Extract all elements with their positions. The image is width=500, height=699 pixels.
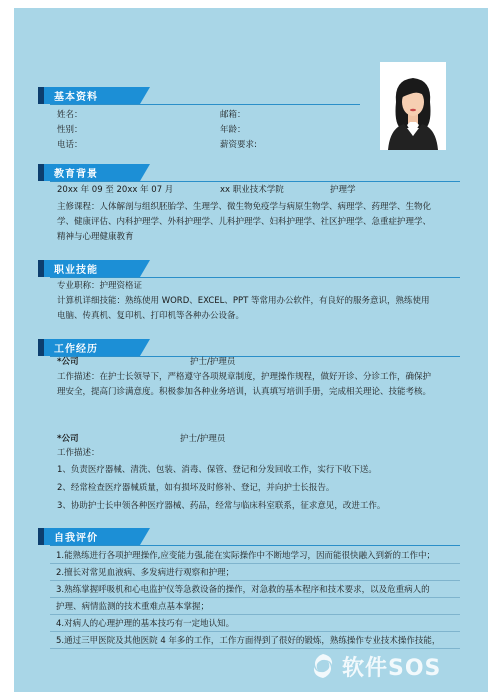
section-rule bbox=[50, 356, 460, 357]
job2-company: *公司 bbox=[57, 434, 79, 444]
section-title: 基本资料 bbox=[54, 92, 98, 103]
evaluation-row bbox=[50, 565, 460, 581]
evaluation-row bbox=[50, 548, 460, 564]
education-period: 20xx 年 09 至 20xx 年 07 月 bbox=[57, 185, 174, 195]
section-title: 工作经历 bbox=[54, 344, 98, 355]
evaluation-line: 3.熟练掌握呼吸机和心电监护仪等急救设备的操作，对急救的基本程序和技术要求，以及危重病人的 bbox=[56, 585, 430, 595]
evaluation-row bbox=[50, 633, 460, 649]
section-header-skills bbox=[44, 260, 140, 277]
section-header-education bbox=[44, 164, 140, 181]
gender-label: 性别： bbox=[57, 125, 83, 135]
courses-line: 学、健康评估、内科护理学、外科护理学、儿科护理学、妇科护理学、社区护理学、急重症护理学、 bbox=[57, 217, 432, 227]
section-title: 职业技能 bbox=[54, 265, 98, 276]
evaluation-line: 4.对病人的心理护理的基本技巧有一定地认知。 bbox=[56, 619, 235, 629]
courses-line: 精神与心理健康教育 bbox=[57, 232, 134, 242]
watermark bbox=[306, 649, 484, 683]
evaluation-line: 1.能熟练进行各项护理操作,应变能力强,能在实际操作中不断地学习，因而能很快融入到新的工作中； bbox=[56, 551, 436, 561]
evaluation-row bbox=[50, 616, 460, 632]
section-title: 教育背景 bbox=[54, 169, 98, 180]
evaluation-line: 5.通过三甲医院及其他医院 4 年多的工作，工作方面得到了很好的锻炼，熟练操作专业技术操作技能， bbox=[56, 636, 441, 646]
phone-label: 电话： bbox=[57, 140, 83, 150]
evaluation-line: 2.擅长对常见血液病、多发病进行观察和护理； bbox=[56, 568, 235, 578]
section-rule bbox=[50, 545, 460, 546]
job1-desc-line: 工作描述：在护士长领导下，严格遵守各项规章制度，护理操作规程，做好开诊、分诊工作，确保护 bbox=[57, 372, 432, 382]
job1-desc-line: 理安全，提高门诊满意度。积极参加各种业务培训，认真填写培训手册，完成相关理论、技能考核。 bbox=[57, 387, 432, 397]
job1-position: 护士/护理员 bbox=[190, 357, 236, 367]
name-label: 姓名： bbox=[57, 110, 83, 120]
section-header-evaluation bbox=[44, 528, 140, 545]
profile-photo bbox=[380, 62, 446, 150]
job2-item: 2、经常检查医疗器械质量，如有损坏及时修补、登记，并向护士长报告。 bbox=[57, 483, 335, 493]
job2-desc-label: 工作描述： bbox=[57, 448, 100, 458]
evaluation-line: 护理、病情监测的技术重难点基本掌握； bbox=[56, 602, 210, 612]
email-label: 邮箱： bbox=[220, 110, 246, 120]
computer-skills-line: 计算机详细技能：熟练使用 WORD、EXCEL、PPT 等常用办公软件，有良好的服务意识，熟练使用 bbox=[57, 296, 430, 306]
job2-item: 1、负责医疗器械、清洗、包装、消毒、保管、登记和分发回收工作，实行下收下送。 bbox=[57, 465, 377, 475]
education-school: xx 职业技术学院 bbox=[220, 185, 284, 195]
evaluation-row bbox=[50, 599, 460, 615]
job2-position: 护士/护理员 bbox=[180, 434, 226, 444]
salary-label: 薪资要求: bbox=[220, 140, 257, 150]
computer-skills-line: 电脑、传真机、复印机、打印机等各种办公设备。 bbox=[57, 311, 245, 321]
section-rule bbox=[50, 181, 460, 182]
section-rule bbox=[50, 277, 460, 278]
section-header-experience bbox=[44, 339, 140, 356]
courses-line: 主修课程：人体解剖与组织胚胎学、生理学、微生物免疫学与病原生物学、病理学、药理学、生物化 bbox=[57, 202, 432, 212]
age-label: 年龄： bbox=[220, 125, 246, 135]
section-header-basic bbox=[44, 87, 140, 104]
job2-item: 3、协助护士长申领各种医疗器械、药品，经常与临床科室联系，征求意见，改进工作。 bbox=[57, 501, 386, 511]
job1-company: *公司 bbox=[57, 357, 79, 367]
watermark-logo-icon bbox=[308, 651, 338, 681]
section-rule bbox=[50, 104, 360, 105]
watermark-text: 软件SOS bbox=[342, 656, 442, 681]
evaluation-row bbox=[50, 582, 460, 598]
education-major: 护理学 bbox=[330, 185, 356, 195]
section-title: 自我评价 bbox=[54, 533, 98, 544]
cert-text: 专业职称：护理资格证 bbox=[57, 281, 143, 291]
avatar-icon bbox=[380, 62, 446, 150]
